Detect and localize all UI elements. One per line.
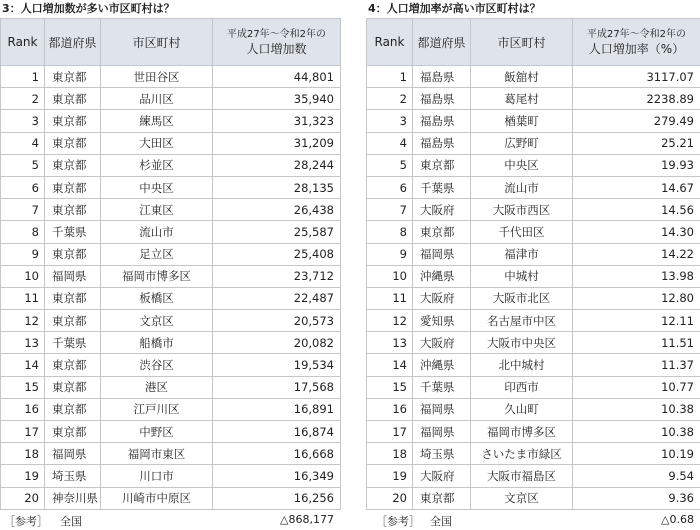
municipality-cell: 中央区 [101, 176, 213, 198]
value-cell: 16,891 [213, 398, 341, 420]
rank-cell: 8 [367, 221, 413, 243]
rank-cell: 19 [367, 465, 413, 487]
header-row [367, 19, 700, 66]
prefecture-cell: 埼玉県 [45, 465, 101, 487]
municipality-cell: 文京区 [471, 487, 573, 509]
prefecture-cell: 福島県 [413, 88, 471, 110]
rank-cell: 9 [367, 243, 413, 265]
table-row [367, 154, 700, 176]
municipality-cell: 江戸川区 [101, 398, 213, 420]
prefecture-cell: 東京都 [45, 110, 101, 132]
reference-footer [366, 510, 700, 530]
table-row [367, 421, 700, 443]
table-row [367, 332, 700, 354]
prefecture-cell: 東京都 [45, 421, 101, 443]
reference-value: △868,177 [280, 513, 334, 526]
ranking-panel-increase-count [0, 0, 340, 530]
prefecture-cell: 東京都 [45, 398, 101, 420]
rank-cell: 4 [367, 132, 413, 154]
prefecture-cell: 東京都 [413, 154, 471, 176]
prefecture-cell: 大阪府 [413, 287, 471, 309]
prefecture-cell: 千葉県 [413, 376, 471, 398]
rank-cell: 5 [367, 154, 413, 176]
value-cell: 23,712 [213, 265, 341, 287]
rank-cell: 12 [367, 310, 413, 332]
table-row [1, 132, 341, 154]
prefecture-cell: 福島県 [413, 110, 471, 132]
value-cell: 14.30 [573, 221, 700, 243]
table-row [367, 354, 700, 376]
table-row [1, 332, 341, 354]
table-row [367, 88, 700, 110]
prefecture-cell: 東京都 [45, 376, 101, 398]
table-row [1, 265, 341, 287]
table-row [367, 176, 700, 198]
rank-cell: 16 [367, 398, 413, 420]
value-cell: 14.67 [573, 176, 700, 198]
column-header-rank: Rank [367, 19, 413, 66]
rank-cell: 3 [1, 110, 45, 132]
prefecture-cell: 東京都 [45, 88, 101, 110]
value-cell: 35,940 [213, 88, 341, 110]
prefecture-cell: 神奈川県 [45, 487, 101, 509]
table-row [1, 176, 341, 198]
prefecture-cell: 東京都 [45, 66, 101, 88]
value-cell: 31,209 [213, 132, 341, 154]
rank-cell: 10 [367, 265, 413, 287]
rank-cell: 14 [367, 354, 413, 376]
value-cell: 12.11 [573, 310, 700, 332]
table-row [1, 154, 341, 176]
column-header-value [573, 19, 700, 66]
prefecture-cell: 大阪府 [413, 199, 471, 221]
value-cell: 9.54 [573, 465, 700, 487]
municipality-cell: 杉並区 [101, 154, 213, 176]
rank-cell: 13 [367, 332, 413, 354]
table-row [1, 287, 341, 309]
value-cell: 19.93 [573, 154, 700, 176]
municipality-cell: 名古屋市中区 [471, 310, 573, 332]
rank-cell: 9 [1, 243, 45, 265]
value-cell: 20,082 [213, 332, 341, 354]
panel-title: 4：人口増加率が高い市区町村は？ [366, 0, 700, 18]
municipality-cell: 船橋市 [101, 332, 213, 354]
rank-cell: 12 [1, 310, 45, 332]
value-cell: 28,135 [213, 176, 341, 198]
table-row [367, 66, 700, 88]
municipality-cell: さいたま市緑区 [471, 443, 573, 465]
prefecture-cell: 東京都 [45, 354, 101, 376]
column-header-rank: Rank [1, 19, 45, 66]
column-header-value [213, 19, 341, 66]
prefecture-cell: 千葉県 [45, 221, 101, 243]
municipality-cell: 練馬区 [101, 110, 213, 132]
table-row [367, 310, 700, 332]
prefecture-cell: 福岡県 [45, 443, 101, 465]
header-row [1, 19, 341, 66]
column-header-value-main: 人口増加率（%） [573, 42, 700, 57]
rank-cell: 7 [367, 199, 413, 221]
rank-cell: 1 [1, 66, 45, 88]
reference-name: 全国 [430, 513, 452, 529]
value-cell: 44,801 [213, 66, 341, 88]
rank-cell: 19 [1, 465, 45, 487]
panel-title: 3：人口増加数が多い市区町村は？ [0, 0, 340, 18]
value-cell: 11.51 [573, 332, 700, 354]
table-row [1, 354, 341, 376]
ranking-table-body [367, 66, 700, 510]
value-cell: 10.38 [573, 421, 700, 443]
value-cell: 3117.07 [573, 66, 700, 88]
municipality-cell: 福岡市博多区 [101, 265, 213, 287]
municipality-cell: 千代田区 [471, 221, 573, 243]
value-cell: 16,256 [213, 487, 341, 509]
table-row [367, 376, 700, 398]
municipality-cell: 大田区 [101, 132, 213, 154]
municipality-cell: 港区 [101, 376, 213, 398]
municipality-cell: 楢葉町 [471, 110, 573, 132]
rank-cell: 17 [1, 421, 45, 443]
prefecture-cell: 千葉県 [413, 176, 471, 198]
municipality-cell: 福津市 [471, 243, 573, 265]
prefecture-cell: 東京都 [45, 154, 101, 176]
value-cell: 12.80 [573, 287, 700, 309]
reference-label: ［参考］ [4, 513, 48, 529]
reference-footer [0, 510, 340, 530]
prefecture-cell: 千葉県 [45, 332, 101, 354]
prefecture-cell: 沖縄県 [413, 265, 471, 287]
municipality-cell: 大阪市西区 [471, 199, 573, 221]
municipality-cell: 川崎市中原区 [101, 487, 213, 509]
rank-cell: 18 [1, 443, 45, 465]
column-header-value-sub: 平成27年～令和2年の [573, 27, 700, 42]
prefecture-cell: 福岡県 [413, 421, 471, 443]
column-header-value-main: 人口増加数 [213, 42, 340, 57]
table-row [1, 443, 341, 465]
municipality-cell: 品川区 [101, 88, 213, 110]
municipality-cell: 渋谷区 [101, 354, 213, 376]
municipality-cell: 大阪市福島区 [471, 465, 573, 487]
value-cell: 10.77 [573, 376, 700, 398]
rank-cell: 20 [367, 487, 413, 509]
prefecture-cell: 東京都 [45, 310, 101, 332]
table-row [1, 398, 341, 420]
prefecture-cell: 東京都 [413, 221, 471, 243]
prefecture-cell: 福岡県 [413, 398, 471, 420]
prefecture-cell: 福岡県 [413, 243, 471, 265]
prefecture-cell: 沖縄県 [413, 354, 471, 376]
rank-cell: 8 [1, 221, 45, 243]
prefecture-cell: 愛知県 [413, 310, 471, 332]
rank-cell: 11 [1, 287, 45, 309]
prefecture-cell: 東京都 [45, 132, 101, 154]
prefecture-cell: 東京都 [45, 243, 101, 265]
municipality-cell: 北中城村 [471, 354, 573, 376]
value-cell: 28,244 [213, 154, 341, 176]
municipality-cell: 川口市 [101, 465, 213, 487]
table-row [1, 421, 341, 443]
value-cell: 16,668 [213, 443, 341, 465]
municipality-cell: 大阪市北区 [471, 287, 573, 309]
column-header-municipality: 市区町村 [101, 19, 213, 66]
table-row [367, 221, 700, 243]
prefecture-cell: 福島県 [413, 132, 471, 154]
municipality-cell: 中野区 [101, 421, 213, 443]
municipality-cell: 文京区 [101, 310, 213, 332]
ranking-panel-increase-rate [366, 0, 700, 530]
value-cell: 9.36 [573, 487, 700, 509]
table-row [1, 376, 341, 398]
rank-cell: 5 [1, 154, 45, 176]
municipality-cell: 印西市 [471, 376, 573, 398]
table-row [1, 487, 341, 509]
municipality-cell: 世田谷区 [101, 66, 213, 88]
table-row [1, 465, 341, 487]
rank-cell: 6 [1, 176, 45, 198]
municipality-cell: 福岡市博多区 [471, 421, 573, 443]
rank-cell: 11 [367, 287, 413, 309]
prefecture-cell: 大阪府 [413, 332, 471, 354]
prefecture-cell: 福岡県 [45, 265, 101, 287]
value-cell: 26,438 [213, 199, 341, 221]
rank-cell: 18 [367, 443, 413, 465]
table-row [1, 310, 341, 332]
table-row [367, 465, 700, 487]
value-cell: 10.19 [573, 443, 700, 465]
rank-cell: 2 [367, 88, 413, 110]
value-cell: 14.56 [573, 199, 700, 221]
table-row [367, 443, 700, 465]
municipality-cell: 葛尾村 [471, 88, 573, 110]
municipality-cell: 飯舘村 [471, 66, 573, 88]
rank-cell: 10 [1, 265, 45, 287]
column-header-prefecture: 都道府県 [45, 19, 101, 66]
rank-cell: 13 [1, 332, 45, 354]
rank-cell: 17 [367, 421, 413, 443]
municipality-cell: 流山市 [101, 221, 213, 243]
rank-cell: 6 [367, 176, 413, 198]
value-cell: 16,349 [213, 465, 341, 487]
municipality-cell: 大阪市中央区 [471, 332, 573, 354]
rank-cell: 15 [1, 376, 45, 398]
table-row [1, 88, 341, 110]
prefecture-cell: 東京都 [45, 176, 101, 198]
column-header-value-sub: 平成27年～令和2年の [213, 27, 340, 42]
prefecture-cell: 東京都 [45, 287, 101, 309]
rank-cell: 4 [1, 132, 45, 154]
table-row [367, 287, 700, 309]
value-cell: 25.21 [573, 132, 700, 154]
municipality-cell: 江東区 [101, 199, 213, 221]
value-cell: 13.98 [573, 265, 700, 287]
value-cell: 279.49 [573, 110, 700, 132]
prefecture-cell: 大阪府 [413, 465, 471, 487]
reference-name: 全国 [60, 513, 82, 529]
table-row [367, 487, 700, 509]
reference-label: ［参考］ [376, 513, 420, 529]
table-row [367, 243, 700, 265]
value-cell: 2238.89 [573, 88, 700, 110]
value-cell: 25,587 [213, 221, 341, 243]
value-cell: 16,874 [213, 421, 341, 443]
prefecture-cell: 福島県 [413, 66, 471, 88]
table-row [1, 243, 341, 265]
prefecture-cell: 東京都 [413, 487, 471, 509]
municipality-cell: 久山町 [471, 398, 573, 420]
rank-cell: 16 [1, 398, 45, 420]
value-cell: 31,323 [213, 110, 341, 132]
value-cell: 14.22 [573, 243, 700, 265]
ranking-table-body [1, 66, 341, 510]
municipality-cell: 広野町 [471, 132, 573, 154]
column-header-municipality: 市区町村 [471, 19, 573, 66]
rank-cell: 2 [1, 88, 45, 110]
municipality-cell: 中城村 [471, 265, 573, 287]
prefecture-cell: 埼玉県 [413, 443, 471, 465]
value-cell: 20,573 [213, 310, 341, 332]
table-row [367, 265, 700, 287]
table-row [1, 221, 341, 243]
value-cell: 10.38 [573, 398, 700, 420]
municipality-cell: 足立区 [101, 243, 213, 265]
value-cell: 19,534 [213, 354, 341, 376]
rank-cell: 20 [1, 487, 45, 509]
rank-cell: 1 [367, 66, 413, 88]
municipality-cell: 流山市 [471, 176, 573, 198]
prefecture-cell: 東京都 [45, 199, 101, 221]
table-row [367, 110, 700, 132]
municipality-cell: 福岡市東区 [101, 443, 213, 465]
rank-cell: 3 [367, 110, 413, 132]
municipality-cell: 板橋区 [101, 287, 213, 309]
value-cell: 17,568 [213, 376, 341, 398]
rank-cell: 7 [1, 199, 45, 221]
value-cell: 22,487 [213, 287, 341, 309]
table-row [367, 132, 700, 154]
value-cell: 25,408 [213, 243, 341, 265]
municipality-cell: 中央区 [471, 154, 573, 176]
table-row [1, 66, 341, 88]
rank-cell: 14 [1, 354, 45, 376]
table-row [367, 398, 700, 420]
table-row [1, 110, 341, 132]
ranking-table [366, 18, 700, 510]
ranking-table [0, 18, 341, 510]
reference-value: △0.68 [661, 513, 694, 526]
table-row [1, 199, 341, 221]
value-cell: 11.37 [573, 354, 700, 376]
table-row [367, 199, 700, 221]
rank-cell: 15 [367, 376, 413, 398]
column-header-prefecture: 都道府県 [413, 19, 471, 66]
